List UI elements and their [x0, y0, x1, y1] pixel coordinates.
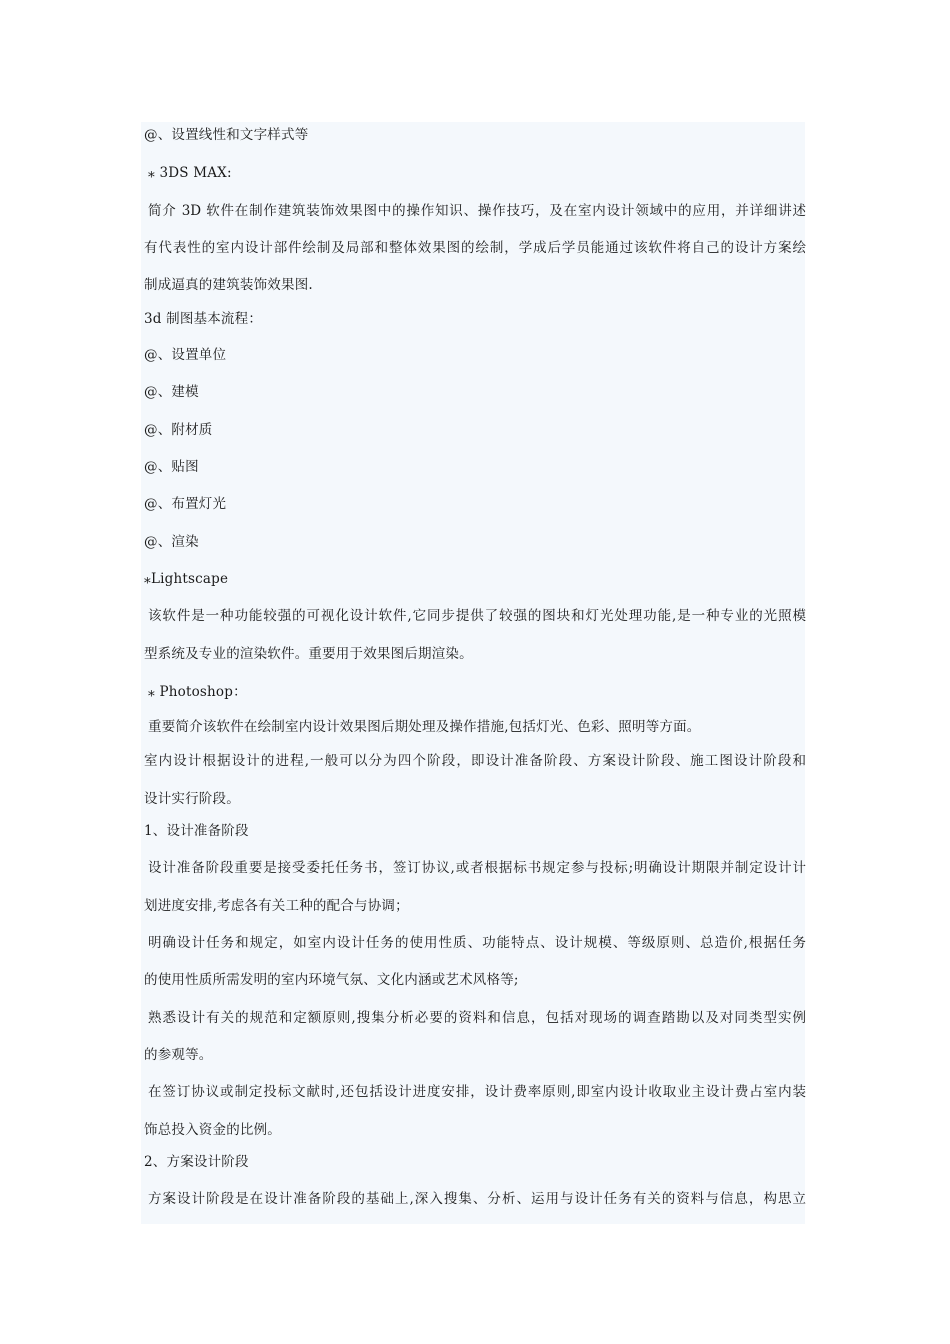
- text-line: 设计准备阶段重要是接受委托任务书，签订协议,或者根据标书规定参与投标;明确设计期限并制定设计计: [148, 860, 806, 876]
- list-item: @、附材质: [144, 422, 213, 438]
- text-line: 重要简介该软件在绘制室内设计效果图后期处理及操作措施,包括灯光、色彩、照明等方面。: [148, 719, 701, 735]
- text-line: 的使用性质所需发明的室内环境气氛、文化内涵或艺术风格等;: [144, 972, 519, 988]
- list-item: @、渲染: [144, 534, 199, 550]
- text-line: 有代表性的室内设计部件绘制及局部和整体效果图的绘制，学成后学员能通过该软件将自己的设计方案绘: [144, 240, 806, 256]
- text-line: 熟悉设计有关的规范和定额原则,搜集分析必要的资料和信息，包括对现场的调查踏勘以及对同类型实例: [148, 1010, 806, 1026]
- text-line: 的参观等。: [144, 1047, 213, 1063]
- list-item: @、建模: [144, 384, 199, 400]
- list-item: @、贴图: [144, 459, 199, 475]
- text-line: 简介 3D 软件在制作建筑装饰效果图中的操作知识、操作技巧，及在室内设计领域中的应用，并详细讲述: [148, 203, 806, 219]
- text-line: 设计实行阶段。: [144, 791, 240, 807]
- section-heading: 2、方案设计阶段: [144, 1154, 249, 1170]
- text-line: 明确设计任务和规定，如室内设计任务的使用性质、功能特点、设计规模、等级原则、总造价,根据任务: [148, 935, 806, 951]
- text-line: 室内设计根据设计的进程,一般可以分为四个阶段，即设计准备阶段、方案设计阶段、施工图设计阶段和: [144, 753, 806, 769]
- text-line: 制成逼真的建筑装饰效果图.: [144, 277, 313, 293]
- text-line: 划进度安排,考虑各有关工种的配合与协调；: [144, 898, 409, 914]
- heading-lightscape: ⁎Lightscape: [144, 571, 229, 587]
- list-item: @、设置单位: [144, 347, 227, 363]
- section-heading: 1、设计准备阶段: [144, 823, 249, 839]
- list-item: @、布置灯光: [144, 496, 227, 512]
- heading-3dsmax: ⁎ 3DS MAX:: [148, 165, 232, 181]
- text-line: 3d 制图基本流程：: [144, 311, 263, 327]
- text-line: 在签订协议或制定投标文献时,还包括设计进度安排，设计费率原则,即室内设计收取业主设计费占室内装: [148, 1084, 806, 1100]
- text-line: 该软件是一种功能较强的可视化设计软件,它同步提供了较强的图块和灯光处理功能,是一种专业的光照模: [148, 608, 806, 624]
- heading-photoshop: ⁎ Photoshop：: [148, 684, 247, 700]
- text-line: 饰总投入资金的比例。: [144, 1122, 281, 1138]
- text-line: 方案设计阶段是在设计准备阶段的基础上,深入搜集、分析、运用与设计任务有关的资料与信息，构思立: [148, 1191, 806, 1207]
- text-line: @、设置线性和文字样式等: [144, 127, 309, 143]
- text-line: 型系统及专业的渲染软件。重要用于效果图后期渲染。: [144, 646, 473, 662]
